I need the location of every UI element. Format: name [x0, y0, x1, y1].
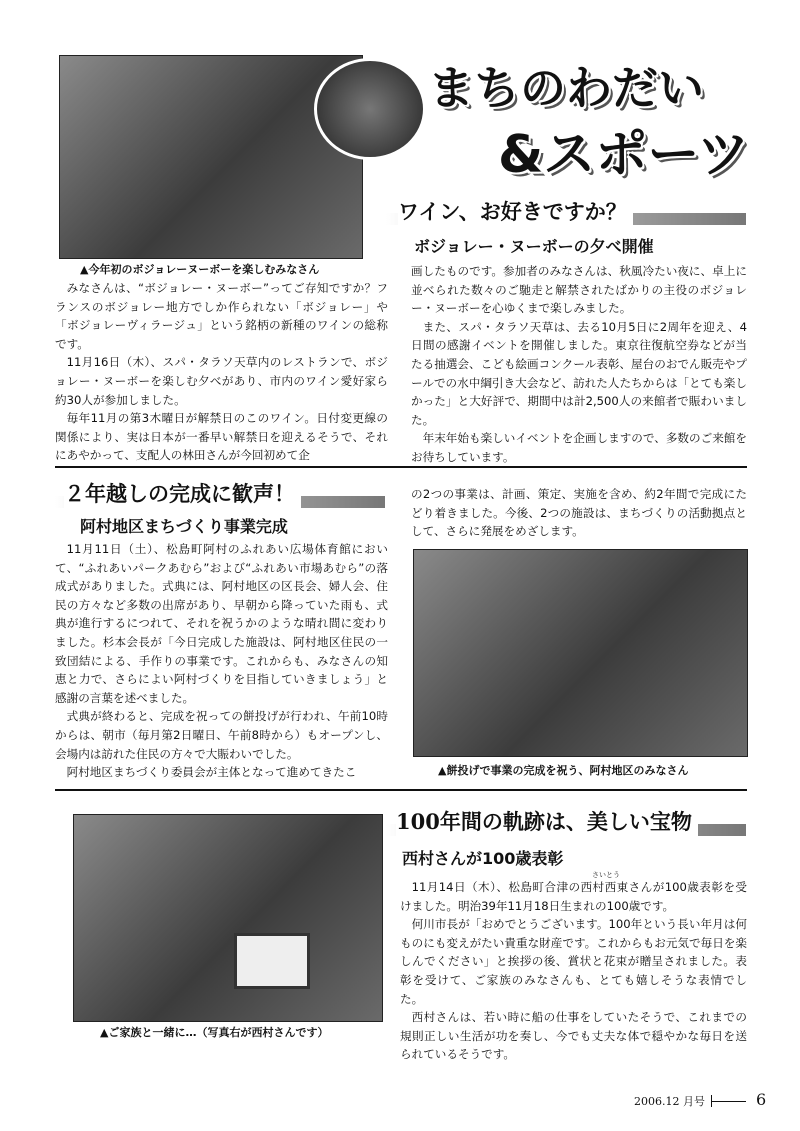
article3-column-right [400, 878, 747, 1064]
paragraph: の2つの事業は、計画、策定、実施を含め、約2年間で完成にたどり着きました。今後、2つの施設は、まちづくりの活動拠点として、さらに発展をめざします。 [411, 487, 747, 539]
name-ruby: さいとう [592, 871, 620, 879]
issue-label: 2006.12 月号 [634, 1095, 705, 1108]
section-divider [55, 466, 747, 468]
masthead-title-line2: &スポーツ [498, 125, 750, 185]
footer-rule-tick [711, 1095, 712, 1107]
wine-photo-caption: ▲今年初のボジョレーヌーボーを楽しむみなさん [80, 263, 320, 276]
paragraph: 毎年11月の第3木曜日が解禁日のこのワイン。日付変更線の関係により、実は日本が一番早い解禁日を迎えるそうで、それにあやかって、支配人の林田さんが今回初めて企 [55, 411, 388, 463]
nishimura-family-photo [73, 814, 383, 1022]
wine-bottles-inset-photo [314, 58, 426, 160]
paragraph: 西村さんは、若い時に船の仕事をしていたそうで、これまでの規則正しい生活が功を奏し、今でも丈夫な体で穏やかな毎日を送られているそうです。 [400, 1010, 747, 1062]
section-divider [55, 789, 747, 791]
certificate-frame [234, 933, 310, 989]
paragraph: みなさんは、“ボジョレー・ヌーボー”ってご存知ですか？フランスのボジョレー地方でしか作られない「ボジョレー」や「ボジョレーヴィラージュ」という銘柄の新種のワインの総称です。 [55, 281, 388, 351]
article2-column-right [411, 485, 747, 541]
article2-heading: ２年越しの完成に歓声！ [64, 478, 301, 508]
masthead-title-line1: まちのわだい [428, 61, 704, 115]
article1-column-left [55, 279, 388, 465]
article2-subheading: 阿村地区まちづくり事業完成 [80, 517, 288, 536]
paragraph: 11月16日（木）、スパ・タラソ天草内のレストランで、ボジョレー・ヌーボーを楽しむ夕べがあり、市内のワイン愛好家ら約30人が参加しました。 [55, 355, 388, 407]
paragraph: 11月14日（木）、松島町合津の西村西東さんが100歳表彰を受けました。明治39年11月18日生まれの100歳です。 [400, 880, 747, 913]
article1-heading: ワイン、お好きですか？ [398, 196, 633, 226]
article3-subheading: 西村さんが100歳表彰 [402, 849, 564, 868]
article2-column-left [55, 540, 388, 782]
paragraph: また、スパ・タラソ天草は、去る10月5日に2周年を迎え、4日間の感謝イベントを開催しました。東京往復航空券などが当たる抽選会、こども絵画コンクール表彰、屋台のおでん販売やプールでの水中綱引き大会など、訪れた人たちからは「とても楽しかった」と大好評で、期間中は計2,500人の来館者で賑わいました。 [411, 319, 747, 427]
wine-party-photo [59, 55, 363, 259]
footer-rule [712, 1101, 746, 1102]
paragraph: 年末年始も楽しいイベントを企画しますので、多数のご来館をお待ちしています。 [411, 431, 747, 464]
paragraph: 画したものです。参加者のみなさんは、秋風冷たい夜に、卓上に並べられた数々のご馳走と解禁されたばかりの主役のボジョレー・ヌーボーを心ゆくまで楽しみました。 [411, 264, 747, 316]
nishimura-photo-caption: ▲ご家族と一緒に…（写真右が西村さんです） [100, 1026, 329, 1039]
paragraph: 何川市長が「おめでとうございます。100年という長い年月は何ものにも変えがたい貴重な財産です。これからもお元気で毎日を楽しんでください」と挨拶の後、賞状と花束が贈呈されました。表彰を受けて、ご家族のみなさんも、とても嬉しそうな表情でした。 [400, 917, 747, 1006]
rice-cake-throwing-photo [413, 549, 748, 757]
article3-heading: 100年間の軌跡は、美しい宝物 [396, 806, 698, 836]
rice-cake-photo-caption: ▲餅投げで事業の完成を祝う、阿村地区のみなさん [438, 764, 689, 777]
page-number: 6 [756, 1090, 767, 1109]
paragraph: 11月11日（土）、松島町阿村のふれあい広場体育館において、“ふれあいパークあむら”および“ふれあい市場あむら”の落成式がありました。式典には、阿村地区の区長会、婦人会、住民の方々など多数の出席があり、早朝から降っていた雨も、式典が進行するにつれて、それを祝うかのような晴れ間に変わりました。杉本会長が「今日完成した施設は、阿村地区住民の一致団結による、手作りの事業です。これからも、みなさんの知恵と力で、さらによい阿村づくりを目指していきましょう」と感謝の言葉を述べました。 [55, 542, 388, 705]
paragraph: 式典が終わると、完成を祝っての餅投げが行われ、午前10時からは、朝市（毎月第2日曜日、午前8時から）もオープンし、会場内は訪れた住民の方々で大賑わいでした。 [55, 709, 388, 761]
article1-column-right [411, 262, 747, 467]
article1-subheading: ボジョレー・ヌーボーの夕べ開催 [414, 237, 654, 256]
paragraph: 阿村地区まちづくり委員会が主体となって進めてきたこ [66, 765, 357, 780]
